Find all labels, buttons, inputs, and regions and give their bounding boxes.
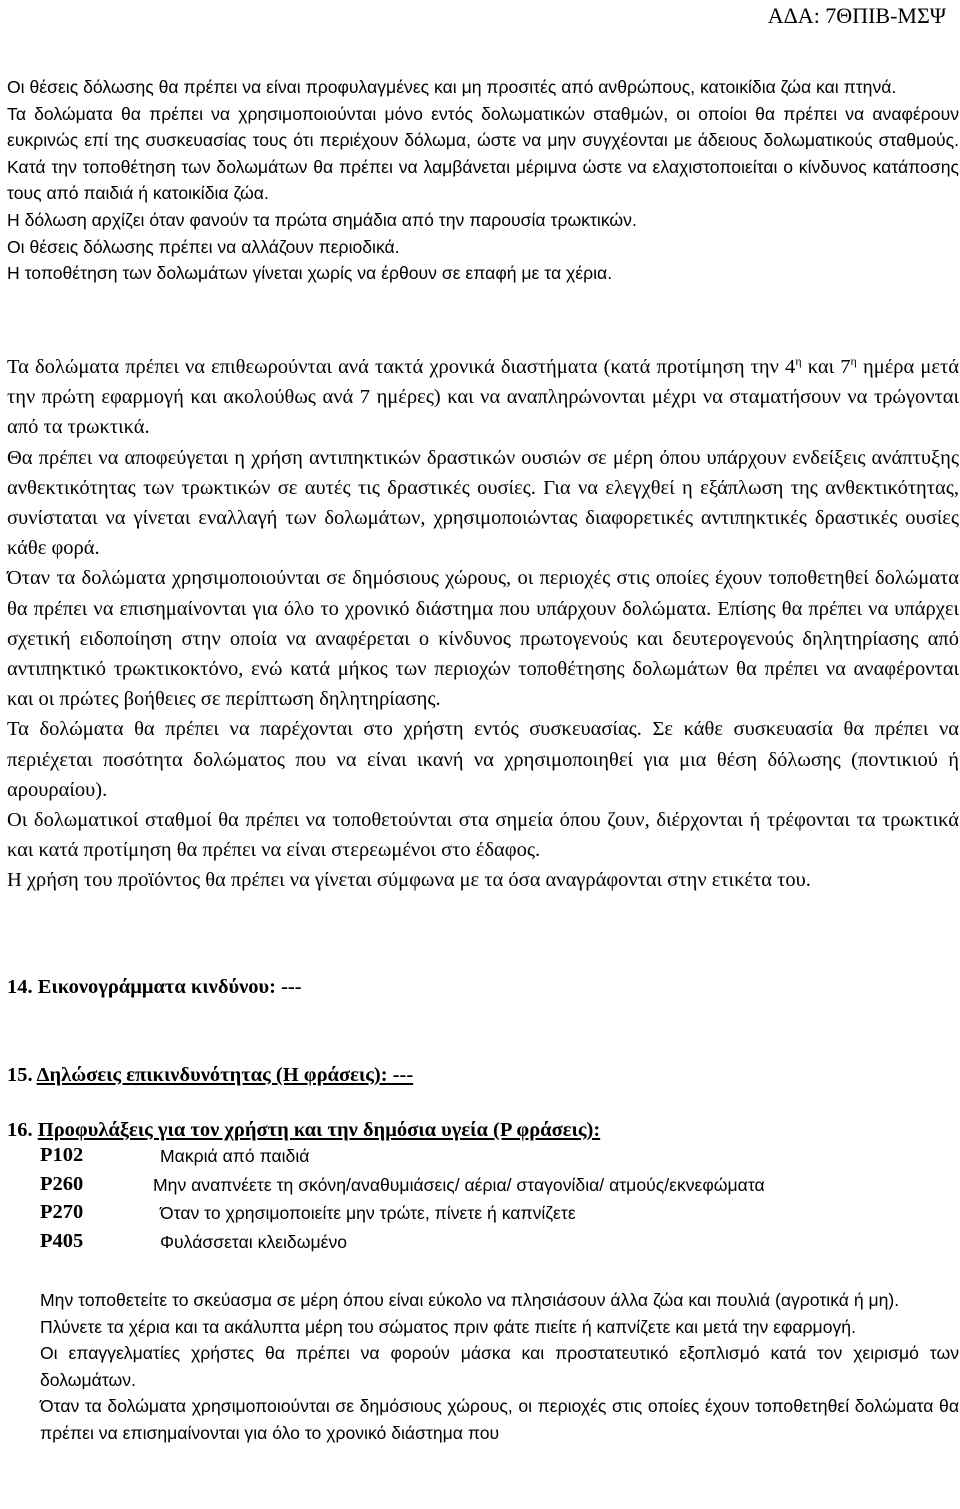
p-phrase-code: Ρ270 xyxy=(40,1201,84,1223)
paragraph-public-areas: Όταν τα δολώματα χρησιμοποιούνται σε δημόσιους χώρους, οι περιοχές στις οποίες έχουν τοποθετηθεί δολώματα θα πρέπει να επισημαίνονται για όλο το χρονικό διάστημα που υπάρχουν δολώματα. Επίσης θα πρέπει να υπάρχει σχετική ειδοποίηση στην οποία να αναφέρεται ο κίνδυνος πρωτογενούς και δευτερογενούς δηλητηρίασης από αντιπηκτικό τρωκτικοκτόνο, ενώ κατά μήκος των περιοχών τοποθέτησης δολωμάτων θα πρέπει να αναφέρονται και οι πρώτες βοήθειες σε περίπτωση δηλητηρίασης. xyxy=(7,567,959,711)
paragraph-other-animals: Μην τοποθετείτε το σκεύασμα σε μέρη όπου είναι εύκολο να πλησιάσουν άλλα ζώα και πουλιά (αγροτικά ή μη). xyxy=(40,1290,900,1310)
paragraph-station-placement: Οι δολωματικοί σταθμοί θα πρέπει να τοποθετούνται στα σημεία όπου ζουν, διέρχονται ή τρέφονται τα τρωκτικά και κατά προτίμηση θα πρέπει να είναι στερεωμένοι στο έδαφος. xyxy=(7,809,959,862)
paragraph-wash-hands: Πλύνετε τα χέρια και τα ακάλυπτα μέρη του σώματος πριν φάτε πιείτε ή καπνίζετε και μετά την εφαρμογή. xyxy=(40,1316,856,1337)
p-phrase-text: Όταν το χρησιμοποιείτε μην τρώτε, πίνετε ή καπνίζετε xyxy=(160,1203,576,1223)
ada-header: ΑΔΑ: 7ΘΠΙΒ-ΜΣΨ xyxy=(767,3,946,28)
main-body xyxy=(7,352,959,896)
p-phrase-code: Ρ405 xyxy=(40,1230,84,1252)
paragraph-inspection: Τα δολώματα πρέπει να επιθεωρούνται ανά τακτά χρονικά διαστήματα (κατά προτίμηση την $4^\eta$ και $7^\eta$ ημέρα μετά την πρώτη εφαρμογή και ακολούθως ανά 7 ημέρες) και να αναπληρώνονται μέχρι να σταματήσουν να τρώγονται από τα τρωκτικά. xyxy=(7,354,959,439)
p-phrase-text: Μακριά από παιδιά xyxy=(160,1146,310,1166)
paragraph-change-sites: Οι θέσεις δόλωσης πρέπει να αλλάζουν περιοδικά. xyxy=(7,236,400,257)
section-16-heading: 16. Προφυλάξεις για τον χρήστη και την δημόσια υγεία (Ρ φράσεις): xyxy=(7,1119,601,1141)
p-phrase-text: Φυλάσσεται κλειδωμένο xyxy=(160,1232,348,1252)
p-phrase-code: Ρ102 xyxy=(40,1144,84,1166)
closing-block xyxy=(40,1287,959,1447)
paragraph-start-baiting: Η δόλωση αρχίζει όταν φανούν τα πρώτα σημάδια από την παρουσία τρωκτικών. xyxy=(7,209,637,230)
section-14-heading: 14. Εικονογράμματα κινδύνου: --- xyxy=(7,976,302,998)
paragraph-packaging: Τα δολώματα θα πρέπει να παρέχονται στο χρήστη εντός συσκευασίας. Σε κάθε συσκευασία θα πρέπει να περιέχεται ποσότητα δολώματος που να είναι ικανή να χρησιμοποιηθεί για μια θέση δόλωσης (ποντικιού ή αρουραίου). xyxy=(7,718,959,801)
paragraph-resistance: Θα πρέπει να αποφεύγεται η χρήση αντιπηκτικών δραστικών ουσιών σε μέρη όπου υπάρχουν ενδείξεις ανάπτυξης ανθεκτικότητας των τρωκτικών σε αυτές τις δραστικές ουσίες. Για να ελεγχθεί η εξάπλωση της ανθεκτικότητας, συνίσταται να γίνεται εναλλαγή των δολωμάτων, χρησιμοποιώντας διαφορετικές αντιπηκτικές δραστικές ουσίες κάθε φορά. xyxy=(7,446,959,560)
paragraph-no-hand-contact: Η τοποθέτηση των δολωμάτων γίνεται χωρίς να έρθουν σε επαφή με τα χέρια. xyxy=(7,263,613,284)
paragraph-label-use: Η χρήση του προϊόντος θα πρέπει να γίνεται σύμφωνα με τα όσα αναγράφονται στην ετικέτα του. xyxy=(7,869,811,892)
p-phrase-text: Μην αναπνέετε τη σκόνη/αναθυμιάσεις/ αέρια/ σταγονίδια/ ατμούς/εκνεφώματα xyxy=(153,1175,765,1195)
intro-block xyxy=(7,74,959,287)
paragraph-bait-sites: Οι θέσεις δόλωσης θα πρέπει να είναι προφυλαγμένες και μη προσιτές από ανθρώπους, κατοικίδια ζώα και πτηνά. xyxy=(7,77,897,97)
paragraph-public-areas-repeat: Όταν τα δολώματα χρησιμοποιούνται σε δημόσιους χώρους, οι περιοχές στις οποίες έχουν τοποθετηθεί δολώματα θα πρέπει να επισημαίνονται για όλο το χρονικό διάστημα που xyxy=(40,1396,959,1443)
p-phrase-code: Ρ260 xyxy=(40,1173,84,1195)
paragraph-protective-equipment: Οι επαγγελματίες χρήστες θα πρέπει να φορούν μάσκα και προστατευτικό εξοπλισμό κατά τον χειρισμό των δολωμάτων. xyxy=(40,1343,959,1390)
section-15-heading: 15. Δηλώσεις επικινδυνότητας (Η φράσεις): --- xyxy=(7,1064,414,1086)
paragraph-bait-stations: Τα δολώματα θα πρέπει να χρησιμοποιούνται μόνο εντός δολωματικών σταθμών, οι οποίοι θα πρέπει να αναφέρουν ευκρινώς επί της συσκευασίας τους ότι περιέχουν δόλωμα, ώστε να μην συγχέονται με άδειους δολωματικούς σταθμούς. Κατά την τοποθέτηση των δολωμάτων θα πρέπει να λαμβάνεται μέριμνα ώστε να ελαχιστοποιείται ο κίνδυνος κατάποσης τους από παιδιά ή κατοικίδια ζώα. xyxy=(7,103,959,204)
